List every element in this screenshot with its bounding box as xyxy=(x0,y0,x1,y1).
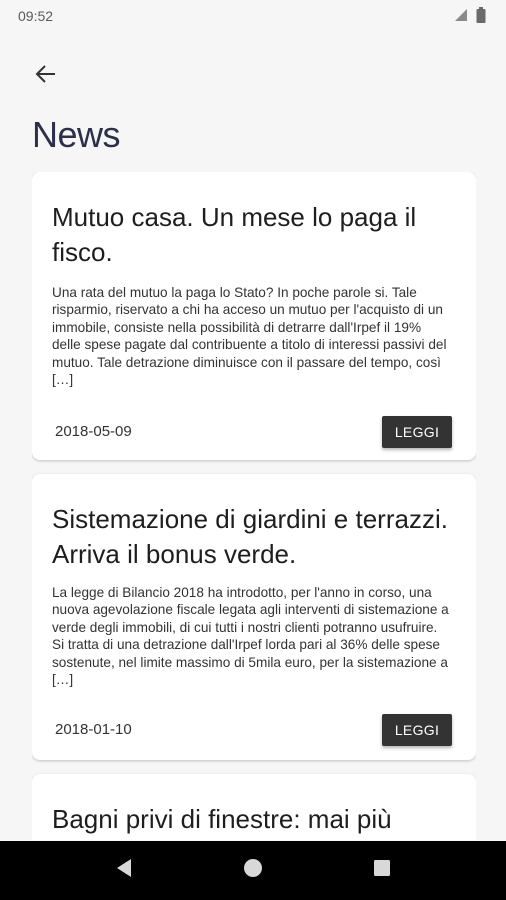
signal-icon xyxy=(454,8,468,25)
news-card-title: Mutuo casa. Un mese lo paga il fisco. xyxy=(52,202,417,267)
circle-home-icon xyxy=(243,858,263,883)
status-icons xyxy=(454,7,486,26)
page-title: News xyxy=(32,114,121,155)
news-card-title: Bagni privi di finestre: mai più xyxy=(52,804,392,834)
square-recents-icon xyxy=(373,859,391,882)
status-bar xyxy=(0,0,506,32)
news-card-date: 2018-05-09 xyxy=(55,423,132,440)
news-card xyxy=(32,172,476,460)
news-card xyxy=(32,474,476,760)
news-card-title: Sistemazione di giardini e terrazzi. Arriva il bonus verde. xyxy=(52,504,448,569)
read-button[interactable]: LEGGI xyxy=(382,416,452,448)
app-bar xyxy=(0,32,506,112)
news-feed[interactable] xyxy=(32,172,476,840)
news-card-date: 2018-01-10 xyxy=(55,721,132,738)
nav-back-button[interactable] xyxy=(100,847,148,895)
status-time: 09:52 xyxy=(18,8,54,24)
arrow-left-icon xyxy=(35,63,57,90)
back-button[interactable] xyxy=(26,56,66,96)
nav-home-button[interactable] xyxy=(229,847,277,895)
news-card-excerpt: Una rata del mutuo la paga lo Stato? In poche parole si. Tale risparmio, riservato a chi ha acceso un mutuo per l'acquisto di un immobile, consiste nella possibilità di detrarre dall'Irpef il 19% delle spese pagate dal contribuente a titolo di interessi passivi del mutuo. Tale detrazione diminuisce con il passare del tempo, così […] xyxy=(52,285,447,388)
nav-recents-button[interactable] xyxy=(358,847,406,895)
system-nav-bar xyxy=(0,841,506,900)
news-card xyxy=(32,774,476,840)
battery-icon xyxy=(476,7,486,26)
triangle-back-icon xyxy=(115,858,133,883)
read-button[interactable]: LEGGI xyxy=(382,714,452,746)
news-card-excerpt: La legge di Bilancio 2018 ha introdotto, per l'anno in corso, una nuova agevolazione fiscale legata agli interventi di sistemazione a verde degli immobili, di cui tutti i nostri clienti potranno usufruire. Si tratta di una detrazione dall'Irpef lorda pari al 36% delle spese sostenute, nel limite massimo di 5mila euro, per la sistemazione a […] xyxy=(52,585,449,688)
